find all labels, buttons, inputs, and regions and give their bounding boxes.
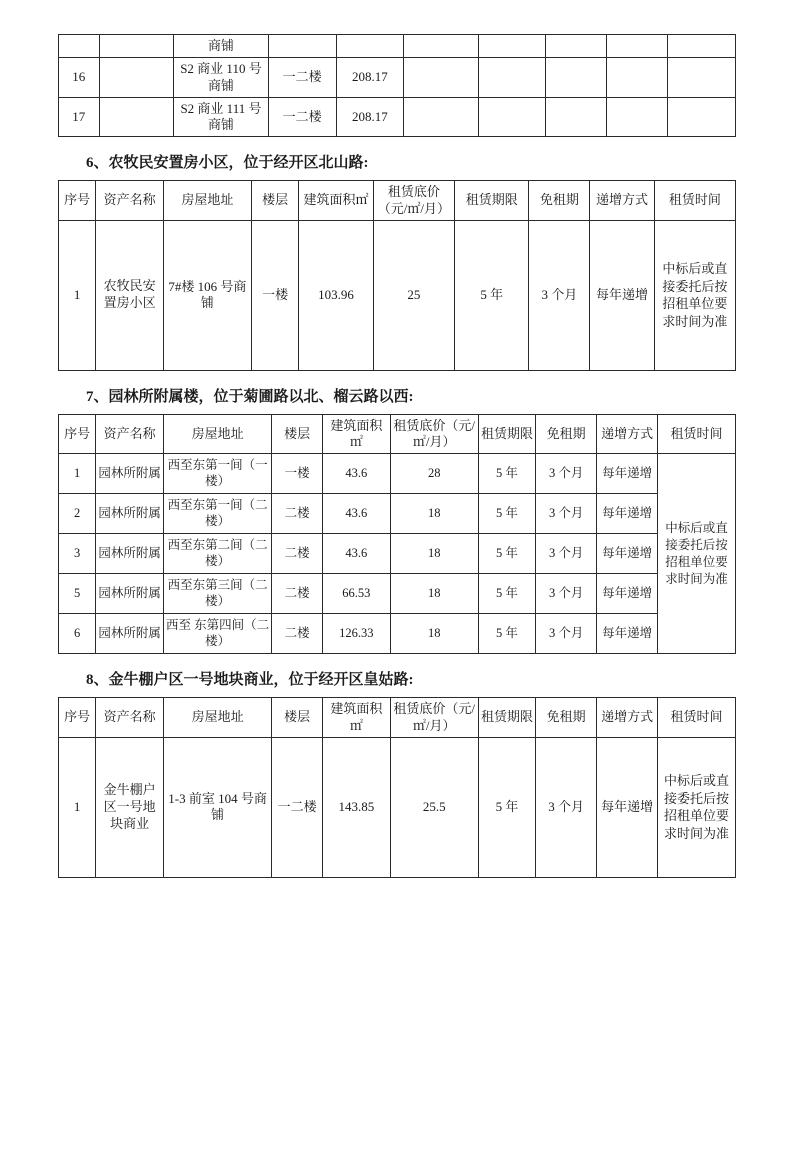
cell-term: 5 年 (478, 574, 536, 614)
cell-address: S2 商业 110 号商铺 (174, 58, 269, 98)
table-header-row (59, 414, 736, 454)
cell-price: 18 (390, 614, 478, 654)
cell-name: 园林所附属 (96, 614, 164, 654)
section-7-title-bold: 7、园林所附属楼 (86, 388, 199, 405)
cell-free: 3 个月 (536, 494, 597, 534)
cell-increase (607, 58, 668, 98)
cell-term: 5 年 (478, 494, 536, 534)
cell-term: 5 年 (478, 454, 536, 494)
header-area: 建筑面积㎡ (299, 181, 373, 221)
cell-floor (268, 35, 336, 58)
table-continuation (58, 34, 736, 137)
table-row (59, 614, 736, 654)
cell-area (336, 35, 404, 58)
cell-price: 25.5 (390, 737, 478, 877)
cell-price (404, 97, 478, 137)
cell-term: 5 年 (455, 220, 529, 370)
cell-address: 西至东第三间（二楼） (163, 574, 271, 614)
header-address: 房屋地址 (163, 181, 251, 221)
cell-area: 103.96 (299, 220, 373, 370)
header-time: 租赁时间 (654, 181, 735, 221)
header-name: 资产名称 (96, 181, 164, 221)
cell-area: 208.17 (336, 58, 404, 98)
cell-name (99, 58, 173, 98)
cell-address: 1-3 前室 104 号商铺 (163, 737, 271, 877)
cell-no: 5 (59, 574, 96, 614)
cell-term (478, 58, 546, 98)
cell-name: 园林所附属 (96, 574, 164, 614)
cell-area: 43.6 (323, 494, 391, 534)
header-area: 建筑面积㎡ (323, 414, 391, 454)
section-8-title-rest: ，位于经开区皇姑路: (273, 672, 414, 689)
cell-no: 3 (59, 534, 96, 574)
cell-free: 3 个月 (536, 614, 597, 654)
cell-address: 西至东第二间（二楼） (163, 534, 271, 574)
table-row (59, 97, 736, 137)
cell-floor: 一二楼 (268, 58, 336, 98)
cell-increase: 每年递增 (597, 737, 658, 877)
cell-increase: 每年递增 (597, 534, 658, 574)
table-row (59, 35, 736, 58)
cell-name: 园林所附属 (96, 534, 164, 574)
cell-free: 3 个月 (536, 454, 597, 494)
cell-time: 中标后或直接委托后按招租单位要求时间为准 (654, 220, 735, 370)
cell-price: 25 (373, 220, 454, 370)
header-increase: 递增方式 (597, 414, 658, 454)
cell-price: 18 (390, 534, 478, 574)
cell-term: 5 年 (478, 534, 536, 574)
header-floor: 楼层 (272, 414, 323, 454)
cell-name (99, 97, 173, 137)
cell-address: 7#楼 106 号商铺 (163, 220, 251, 370)
section-6-title-rest: ，位于经开区北山路: (228, 155, 369, 172)
table-row (59, 494, 736, 534)
cell-term: 5 年 (478, 614, 536, 654)
cell-name: 农牧民安置房小区 (96, 220, 164, 370)
header-free: 免租期 (529, 181, 590, 221)
table-row (59, 220, 736, 370)
cell-free (546, 58, 607, 98)
cell-term (478, 35, 546, 58)
section-7-title (86, 385, 736, 406)
header-price: 租赁底价（元/㎡/月） (373, 181, 454, 221)
cell-no: 1 (59, 220, 96, 370)
cell-free: 3 个月 (529, 220, 590, 370)
header-free: 免租期 (536, 698, 597, 738)
cell-term (478, 97, 546, 137)
cell-increase: 每年递增 (597, 574, 658, 614)
table-row (59, 534, 736, 574)
table-section-7 (58, 414, 736, 655)
header-time: 租赁时间 (658, 414, 736, 454)
cell-increase: 每年递增 (597, 614, 658, 654)
cell-free: 3 个月 (536, 534, 597, 574)
cell-free (546, 35, 607, 58)
cell-floor: 一楼 (251, 220, 298, 370)
cell-price: 18 (390, 494, 478, 534)
cell-time (668, 97, 736, 137)
cell-increase: 每年递增 (597, 494, 658, 534)
section-7-title-rest: ，位于菊圃路以北、榴云路以西: (198, 388, 414, 405)
cell-increase: 每年递增 (597, 454, 658, 494)
cell-time-merged: 中标后或直接委托后按招租单位要求时间为准 (658, 454, 736, 654)
cell-name: 金牛棚户区一号地块商业 (96, 737, 164, 877)
header-address: 房屋地址 (163, 414, 271, 454)
cell-no: 6 (59, 614, 96, 654)
header-no: 序号 (59, 698, 96, 738)
header-no: 序号 (59, 414, 96, 454)
header-price: 租赁底价（元/㎡/月） (390, 414, 478, 454)
cell-name: 园林所附属 (96, 494, 164, 534)
cell-floor: 一二楼 (272, 737, 323, 877)
header-term: 租赁期限 (478, 414, 536, 454)
section-8-title (86, 668, 736, 689)
table-row (59, 454, 736, 494)
header-name: 资产名称 (96, 414, 164, 454)
cell-price: 18 (390, 574, 478, 614)
cell-floor: 一楼 (272, 454, 323, 494)
cell-no (59, 35, 100, 58)
cell-name: 园林所附属 (96, 454, 164, 494)
cell-no: 1 (59, 737, 96, 877)
cell-time: 中标后或直接委托后按招租单位要求时间为准 (658, 737, 736, 877)
table-header-row (59, 181, 736, 221)
cell-increase: 每年递增 (590, 220, 654, 370)
header-term: 租赁期限 (478, 698, 536, 738)
cell-address: 西至 东第四间（二楼） (163, 614, 271, 654)
header-address: 房屋地址 (163, 698, 271, 738)
section-6-title (86, 151, 736, 172)
header-floor: 楼层 (272, 698, 323, 738)
cell-area: 126.33 (323, 614, 391, 654)
cell-time (668, 58, 736, 98)
cell-price (404, 58, 478, 98)
table-section-6 (58, 180, 736, 371)
cell-floor: 二楼 (272, 574, 323, 614)
cell-area: 66.53 (323, 574, 391, 614)
cell-price: 28 (390, 454, 478, 494)
cell-no: 17 (59, 97, 100, 137)
header-name: 资产名称 (96, 698, 164, 738)
table-header-row (59, 698, 736, 738)
cell-free: 3 个月 (536, 737, 597, 877)
cell-term: 5 年 (478, 737, 536, 877)
cell-price (404, 35, 478, 58)
header-term: 租赁期限 (455, 181, 529, 221)
header-increase: 递增方式 (597, 698, 658, 738)
header-time: 租赁时间 (658, 698, 736, 738)
table-row (59, 574, 736, 614)
cell-floor: 二楼 (272, 494, 323, 534)
cell-area: 43.6 (323, 534, 391, 574)
cell-floor: 二楼 (272, 614, 323, 654)
header-no: 序号 (59, 181, 96, 221)
cell-floor: 一二楼 (268, 97, 336, 137)
document-page (0, 34, 794, 1160)
header-free: 免租期 (536, 414, 597, 454)
section-8-title-bold: 8、金牛棚户区一号地块商业 (86, 672, 274, 689)
cell-free: 3 个月 (536, 574, 597, 614)
cell-address: 西至东第一间（一楼） (163, 454, 271, 494)
cell-address: 西至东第一间（二楼） (163, 494, 271, 534)
cell-area: 143.85 (323, 737, 391, 877)
table-row (59, 737, 736, 877)
cell-area: 43.6 (323, 454, 391, 494)
table-section-8 (58, 697, 736, 878)
cell-increase (607, 97, 668, 137)
cell-no: 2 (59, 494, 96, 534)
header-price: 租赁底价（元/㎡/月） (390, 698, 478, 738)
cell-floor: 二楼 (272, 534, 323, 574)
header-increase: 递增方式 (590, 181, 654, 221)
cell-address: 商铺 (174, 35, 269, 58)
cell-no: 1 (59, 454, 96, 494)
table-row (59, 58, 736, 98)
cell-no: 16 (59, 58, 100, 98)
header-area: 建筑面积㎡ (323, 698, 391, 738)
cell-address: S2 商业 111 号商铺 (174, 97, 269, 137)
header-floor: 楼层 (251, 181, 298, 221)
section-6-title-bold: 6、农牧民安置房小区 (86, 155, 229, 172)
cell-name (99, 35, 173, 58)
cell-free (546, 97, 607, 137)
cell-time (668, 35, 736, 58)
cell-area: 208.17 (336, 97, 404, 137)
cell-increase (607, 35, 668, 58)
